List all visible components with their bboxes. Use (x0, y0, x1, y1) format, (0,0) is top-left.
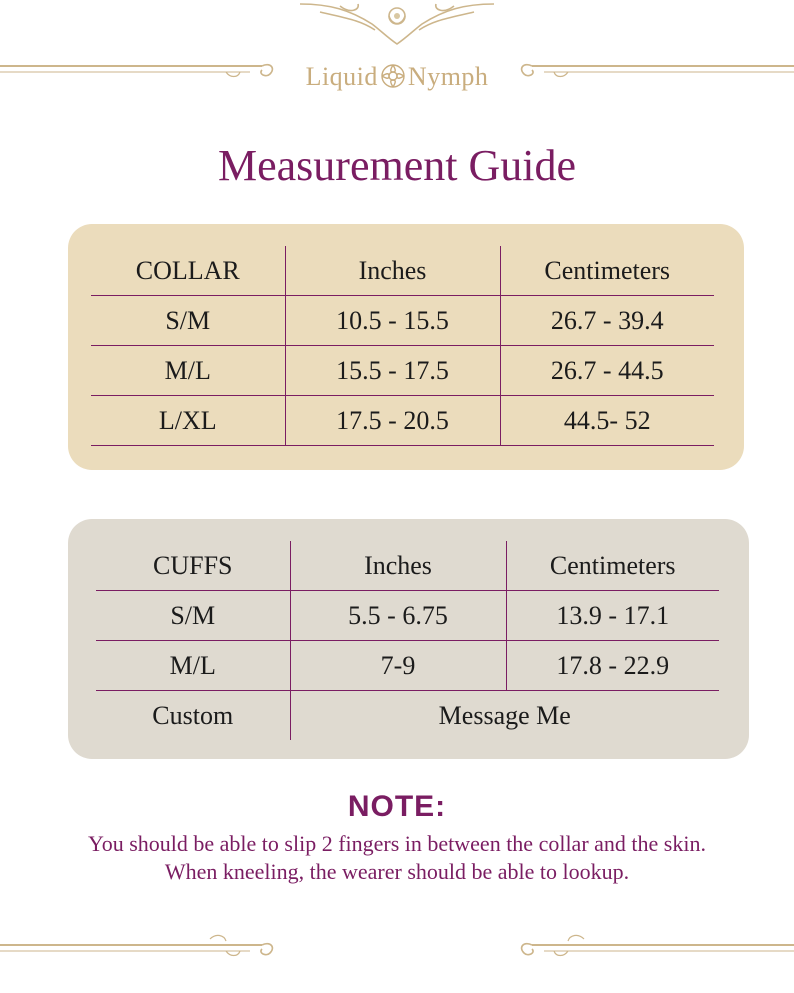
collar-header-label: COLLAR (91, 246, 285, 296)
size-cell: L/XL (91, 396, 285, 446)
inches-cell: 15.5 - 17.5 (285, 346, 500, 396)
table-row (96, 641, 719, 691)
centimeters-cell: 17.8 - 22.9 (506, 641, 719, 691)
cuffs-size-table (96, 541, 719, 740)
top-ornament-icon (0, 0, 794, 110)
table-header-row (91, 246, 714, 296)
size-cell: S/M (91, 296, 285, 346)
size-cell: S/M (96, 591, 290, 641)
size-cell: M/L (91, 346, 285, 396)
centimeters-cell: 26.7 - 44.5 (500, 346, 714, 396)
inches-cell: 7-9 (290, 641, 506, 691)
centimeters-cell: 44.5- 52 (500, 396, 714, 446)
flower-emblem-icon (380, 63, 406, 89)
page-title: Measurement Guide (218, 141, 576, 190)
note-text: You should be able to slip 2 fingers in between the collar and the skin. When kneeling, the wearer should be able to lookup. (88, 831, 706, 884)
custom-row (96, 691, 719, 741)
table-header-row (96, 541, 719, 591)
collar-header-inches: Inches (285, 246, 500, 296)
brand-name-left: Liquid (305, 62, 378, 91)
size-cell: M/L (96, 641, 290, 691)
cuffs-header-centimeters: Centimeters (549, 550, 676, 580)
brand-name-right: Nymph (407, 62, 489, 91)
inches-cell: 10.5 - 15.5 (285, 296, 500, 346)
inches-cell: 17.5 - 20.5 (285, 396, 500, 446)
brand-logo (0, 62, 794, 92)
table-row (91, 296, 714, 346)
table-row (91, 396, 714, 446)
bottom-ornament-icon (0, 925, 794, 965)
custom-value-cell: Message Me (438, 700, 571, 730)
centimeters-cell: 13.9 - 17.1 (506, 591, 719, 641)
table-row (91, 346, 714, 396)
inches-cell: 5.5 - 6.75 (290, 591, 506, 641)
table-row (96, 591, 719, 641)
note-heading: NOTE: (347, 790, 447, 823)
centimeters-cell: 26.7 - 39.4 (500, 296, 714, 346)
cuffs-header-inches: Inches (290, 541, 506, 591)
collar-size-table (91, 246, 714, 446)
collar-header-centimeters: Centimeters (544, 255, 671, 285)
custom-size-cell: Custom (96, 691, 290, 741)
cuffs-header-label: CUFFS (96, 541, 290, 591)
